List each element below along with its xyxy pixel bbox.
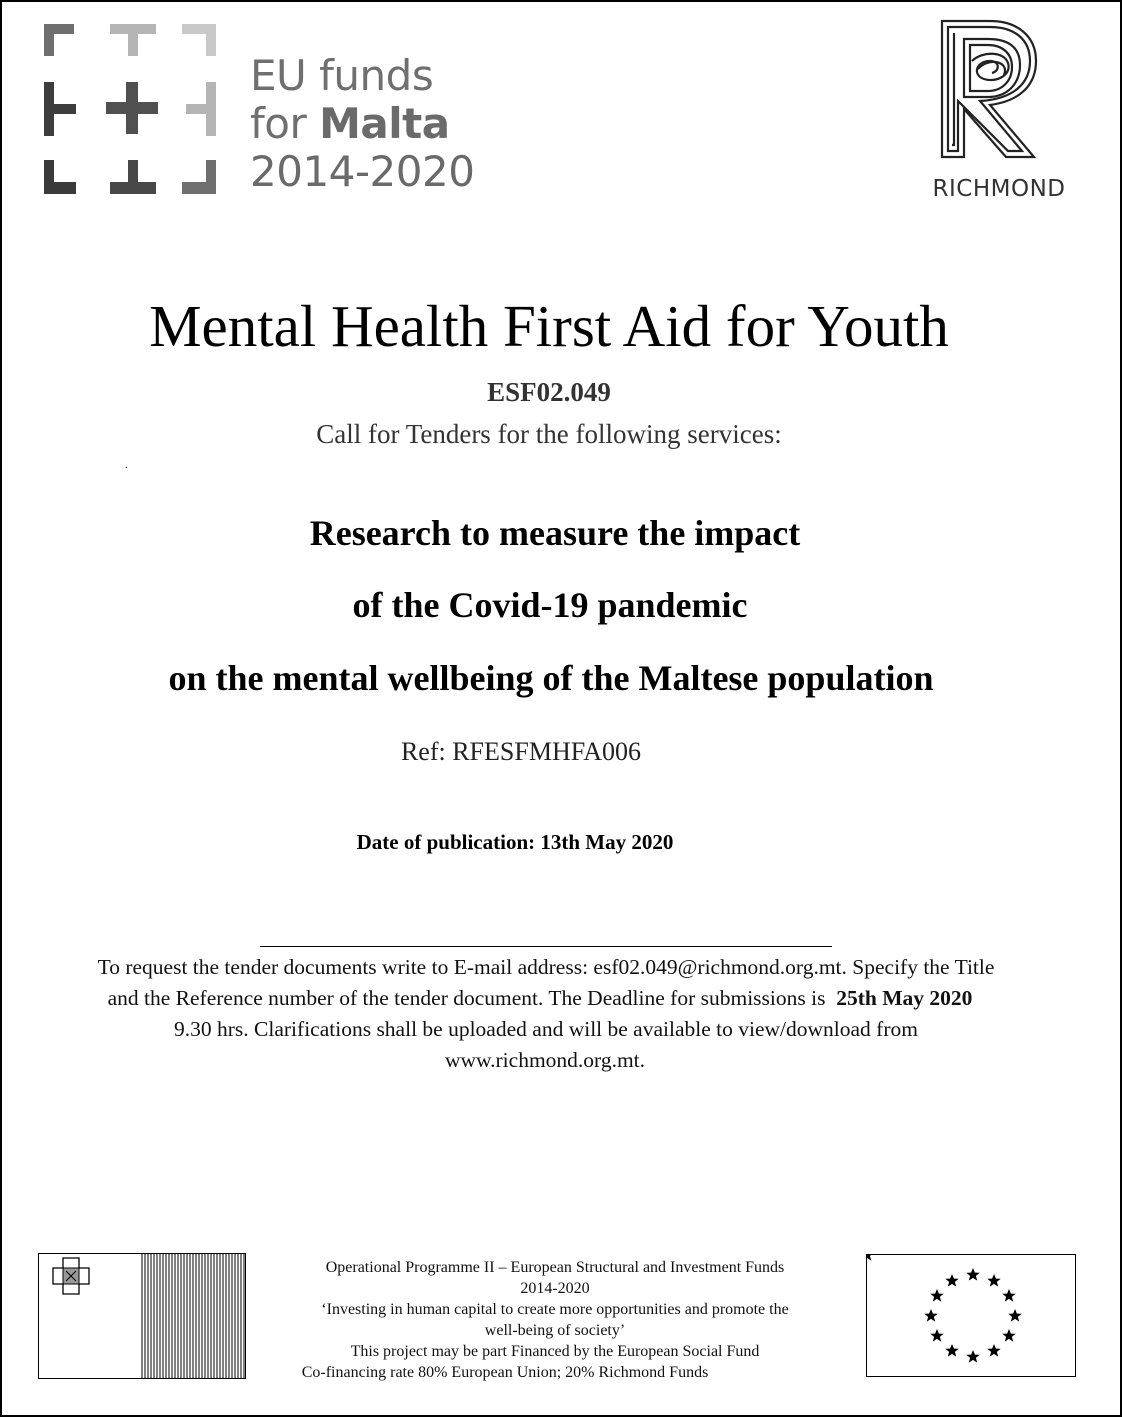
eu-funds-line: EU funds: [250, 51, 434, 100]
richmond-wordmark: RICHMOND: [932, 176, 1066, 202]
for-malta-line: [250, 100, 474, 148]
instructions-line-1: To request the tender documents write to E-mail address: esf02.049@richmond.org.mt. Specify the Title: [97, 955, 995, 979]
instructions-line-3: 9.30 hrs. Clarifications shall be uploaded and will be available to view/download from: [174, 1017, 918, 1041]
stray-mark: .: [125, 460, 128, 471]
malta-flag-icon: [39, 1254, 245, 1378]
instructions-line-4: www.richmond.org.mt.: [444, 1048, 646, 1072]
publication-date: Date of publication: 13th May 2020: [356, 830, 674, 854]
footer-line-4: well-being of society’: [484, 1322, 626, 1339]
eu-years-line: 2014-2020: [250, 147, 475, 196]
footer-line-5: This project may be part Financed by the European Social Fund: [350, 1343, 760, 1360]
for-prefix: for: [250, 99, 320, 148]
eu-flag: [866, 1254, 1076, 1377]
deadline-date: 25th May 2020: [836, 986, 973, 1010]
subject-line-3: on the mental wellbeing of the Maltese population: [168, 658, 934, 698]
reference-number: Ref: RFESFMHFA006: [400, 737, 642, 766]
call-for-tenders: Call for Tenders for the following services:: [316, 419, 782, 449]
malta-word: Malta: [319, 99, 450, 148]
project-code: ESF02.049: [487, 377, 611, 407]
eu-funds-wordmark: [250, 52, 474, 196]
malta-flag: [38, 1253, 246, 1379]
footer-line-1: Operational Programme II – European Structural and Investment Funds: [325, 1259, 785, 1276]
footer-line-3: ‘Investing in human capital to create more opportunities and promote the: [321, 1301, 789, 1318]
footer-line-2: 2014-2020: [520, 1280, 590, 1297]
eu-stars-icon: [867, 1255, 1075, 1376]
subject-line-2: of the Covid-19 pandemic: [352, 585, 748, 625]
subject-line-1: Research to measure the impact: [309, 513, 801, 553]
instructions-line-2-text: and the Reference number of the tender document. The Deadline for submissions is: [107, 986, 837, 1010]
divider-line: [260, 946, 832, 947]
instructions-line-2: [0, 983, 1080, 1014]
page-title: Mental Health First Aid for Youth: [149, 293, 949, 359]
richmond-r-icon: [938, 17, 1058, 167]
eu-cross-grid-icon: [40, 20, 240, 210]
footer-line-6: Co-financing rate 80% European Union; 20% Richmond Funds: [301, 1364, 709, 1381]
